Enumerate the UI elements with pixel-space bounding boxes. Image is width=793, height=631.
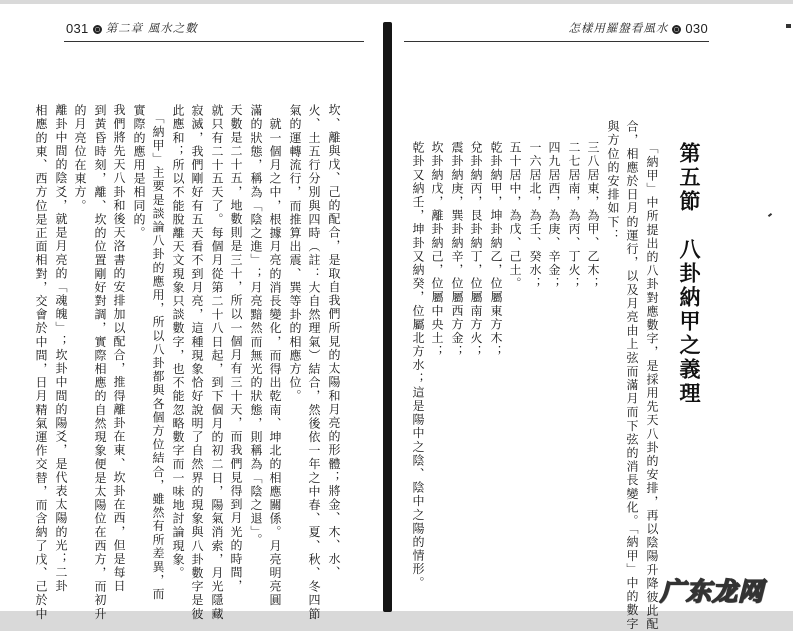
text-column: 兌卦納丙，艮卦納丁，位屬南方火；	[469, 141, 483, 359]
right-page-header	[568, 14, 708, 36]
text-column: 一六居北，為壬、癸水；	[528, 141, 542, 291]
text-column: 寂滅，我們剛好有五天看不到月亮，這種現象恰好說明了自然界的現象與八卦數字是彼	[190, 104, 204, 621]
text-column: 坎卦納戊，離卦納己，位屬中央土；	[430, 141, 444, 359]
left-page-header	[66, 14, 198, 36]
text-column: 「納甲」主要是談論八卦的應用，所以八卦都與各個方位結合，雖然有所差異，而	[151, 104, 165, 602]
section-title: 第五節 八卦納甲之義理	[677, 142, 702, 406]
text-column: 四九居西，為庚、辛金；	[547, 141, 561, 291]
text-column: 就一個月之中，根據月亮的消長變化，而得出乾南、坤北的相應關係。月亮明亮圓	[268, 104, 282, 608]
text-column: 就只有二十五天了。每個月從第二十八日起，到下個月的初二日，陽氣消索，月光隱藏	[210, 104, 224, 621]
text-column: 相應的東、西方位是正面相對，交會於中間，日月精氣運作交替，而含納了戊、己於中	[34, 104, 48, 621]
text-column: 乾卦納甲，坤卦納乙，位屬東方木；	[489, 141, 503, 359]
book-spine	[383, 22, 392, 612]
text-column: 火、土五行分別與四時（註：大自然理氣）結合，然後依一年之中春、夏、秋、冬四節	[307, 104, 321, 621]
text-column: 滿的狀態，稱為「陰之進」；月亮黯然而無光的狀態，則稱為「陰之退」。	[249, 104, 263, 547]
text-column: 離卦中間的陰爻，就是月亮的「魂魄」；坎卦中間的陽爻，是代表太陽的光；二卦	[54, 90, 68, 594]
page-number: 031	[66, 21, 89, 36]
circle-bullet-icon	[672, 25, 681, 34]
right-page	[392, 4, 793, 631]
watermark-logo: 广东龙网	[660, 577, 765, 606]
text-column: 的月亮位在東方。	[73, 104, 87, 213]
header-rule	[64, 41, 364, 42]
circle-bullet-icon	[93, 25, 102, 34]
text-column: 實際的應用是相同的。	[132, 104, 146, 240]
text-column: 三八居東，為甲、乙木；	[586, 141, 600, 291]
text-column: 與方位的安排如下：	[606, 120, 620, 243]
book-spread	[0, 4, 793, 631]
text-column: 天數是二十五，地數則是三十，所以一個月有三十天，而我們見得到月光的時間，	[229, 90, 243, 594]
text-column: 「納甲」中所提出的八卦對應數字，是採用先天八卦的安排，再以陰陽升降彼此配	[645, 134, 659, 631]
text-column: 氣的運轉流行，而推算出震、巽等卦的相應方位。	[288, 104, 302, 404]
text-column: 坎、離與戊、己的配合，是取自我們所見的太陽和月亮的形體；將金、木、水、	[327, 90, 341, 580]
text-column: 此應和；所以不能脫離天文現象只談數字，也不能忽略數字而一味地討論現象。	[171, 104, 185, 580]
text-column: 到黃昏時刻，離、坎的位置剛好對調，實際相應的自然現象便是太陽位在西方，而初升	[93, 104, 107, 621]
chapter-header: 第二章 風水之數	[105, 21, 198, 35]
header-rule	[404, 41, 709, 42]
text-column: 五十居中，為戊、己土。	[508, 141, 522, 291]
left-page	[0, 4, 392, 621]
text-column: 乾卦又納壬，坤卦又納癸，位屬北方水；這是陽中之陰、陰中之陽的情形。	[411, 141, 425, 590]
text-column: 震卦納庚，巽卦納辛，位屬西方金；	[450, 141, 464, 359]
scan-speck	[786, 24, 791, 28]
page-number: 030	[685, 21, 708, 36]
text-column: 二七居南，為丙、丁火；	[567, 141, 581, 291]
book-header: 怎樣用羅盤看風水	[568, 21, 669, 35]
text-column: 合，相應於日月的運行，以及月亮由上弦而滿月而下弦的消長變化。「納甲」中的數字	[625, 120, 639, 631]
text-column: 我們將先天八卦和後天洛書的安排加以配合，推得離卦在東、坎卦在西，但是每日	[112, 90, 126, 594]
